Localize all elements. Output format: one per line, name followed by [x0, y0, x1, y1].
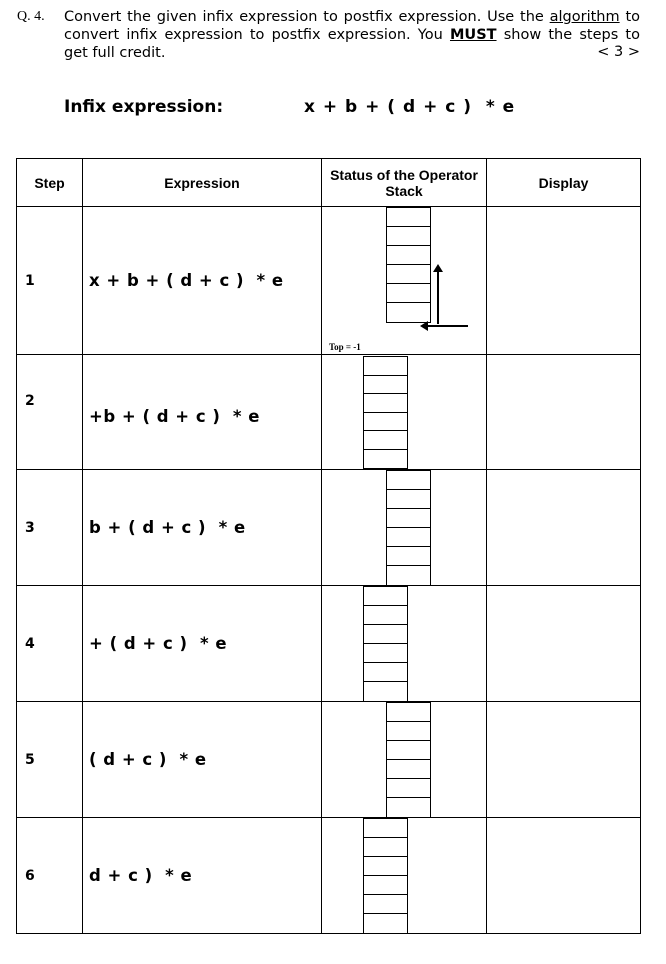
- expression-cell: d + c ) * e: [83, 818, 322, 934]
- arrow-left-icon: [424, 325, 468, 327]
- expression-cell: b + ( d + c ) * e: [83, 470, 322, 586]
- table-row: [17, 355, 641, 470]
- infix-expression: x + b + ( d + c ) * e: [304, 97, 516, 117]
- table-row: [17, 207, 641, 355]
- header-display: Display: [487, 159, 641, 207]
- operator-stack: [386, 207, 431, 323]
- table-row: [17, 470, 641, 586]
- step-cell: 1: [17, 207, 83, 355]
- marks-label: < 3 >: [597, 44, 640, 60]
- display-cell[interactable]: [487, 355, 641, 470]
- step-cell: 5: [17, 702, 83, 818]
- expression-cell: x + b + ( d + c ) * e: [83, 207, 322, 355]
- expression-cell: + ( d + c ) * e: [83, 586, 322, 702]
- display-cell[interactable]: [487, 818, 641, 934]
- operator-stack: [386, 702, 431, 818]
- operator-stack: [363, 356, 408, 469]
- infix-label: Infix expression:: [64, 97, 224, 117]
- top-pointer-label: Top = -1: [329, 342, 361, 352]
- display-cell[interactable]: [487, 586, 641, 702]
- conversion-table: [16, 158, 641, 934]
- table-row: [17, 702, 641, 818]
- question-text: Convert the given infix expression to postfix expression. Use the algorithm to convert infix expression to postfix expression. You MUST show the steps to get full credit.: [64, 9, 640, 61]
- display-cell[interactable]: [487, 470, 641, 586]
- step-cell: 2: [17, 355, 83, 470]
- algorithm-link[interactable]: algorithm: [549, 9, 620, 25]
- step-cell: 4: [17, 586, 83, 702]
- table-row: [17, 586, 641, 702]
- expression-cell: +b + ( d + c ) * e: [83, 355, 322, 470]
- table-row: [17, 818, 641, 934]
- step-cell: 6: [17, 818, 83, 934]
- header-status: Status of the Operator Stack: [322, 159, 487, 207]
- expression-cell: ( d + c ) * e: [83, 702, 322, 818]
- header-expression: Expression: [83, 159, 322, 207]
- display-cell[interactable]: [487, 702, 641, 818]
- table-header-row: [17, 159, 641, 207]
- must-emphasis: MUST: [449, 27, 497, 43]
- step-cell: 3: [17, 470, 83, 586]
- arrow-up-icon: [437, 268, 439, 324]
- header-step: Step: [17, 159, 83, 207]
- operator-stack: [386, 470, 431, 586]
- operator-stack: [363, 586, 408, 702]
- display-cell[interactable]: [487, 207, 641, 355]
- question-number: Q. 4.: [17, 9, 45, 24]
- operator-stack: [363, 818, 408, 934]
